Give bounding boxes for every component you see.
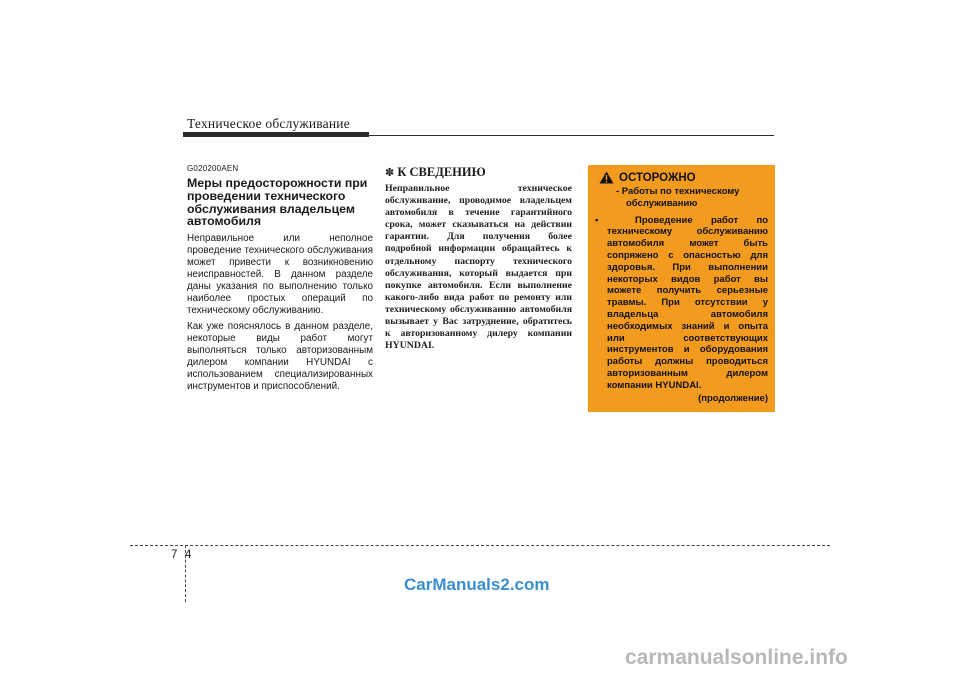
page-number-value: 4 (185, 549, 192, 561)
page-number (171, 549, 199, 561)
maintenance-section (187, 164, 373, 393)
section-heading: Меры предосторожности при проведении технического обслуживания владельцем автомобиля (187, 176, 368, 229)
section-paragraph-1: Неправильное или неполное проведение технического обслуживания может привести к возникновению неисправностей. В данном разделе даны указания по выполнению только наиболее простых операций по техническому обслуживанию. (187, 233, 373, 317)
page-header-title: Техническое обслуживание (187, 116, 350, 131)
chapter-number: 7 (171, 549, 178, 561)
notice-title (385, 165, 572, 180)
watermark-carmanualsonline: carmanualsonline.info (625, 646, 848, 669)
section-paragraph-2: Как уже пояснялось в данном разделе, некоторые виды работ могут выполняться только авторизованным дилером компании HYUNDAI с использованием специализированных инструментов и приспособлений. (187, 321, 373, 393)
warning-item-text: Проведение работ по техническому обслуживанию автомобиля может быть сопряжено с опасностью для здоровья. При выполнении некоторых видов работ вы можете получить серьезные травмы. При отсутствии у владельца автомобиля необходимых знаний и опыта или соответствующих инструментов и оборудования работы должны проводиться авторизованным дилером компании HYUNDAI. (607, 214, 768, 391)
warning-triangle-icon (599, 171, 614, 184)
bullet-icon: • (595, 214, 599, 226)
footer-rule (130, 545, 830, 546)
notice-body: Неправильное техническое обслуживание, проводимое владельцем автомобиля в течение гарантийного срока, может сказываться на действии гарантии. Для получения более подробной информации обращайтесь к отдельному паспорту технического обслуживания, который выдается при покупке автомобиля. Если выполнение какого-либо вида работ по ремонту или техническому обслуживанию автомобиля вызывает у Вас затруднение, обратитесь к авторизованному дилеру компании HYUNDAI. (385, 183, 572, 352)
warning-header (599, 171, 768, 184)
warning-subtitle: - Работы по техническому обслуживанию (616, 186, 740, 209)
warning-title: ОСТОРОЖНО (619, 171, 696, 184)
notice-star-icon: ✽ (385, 166, 395, 179)
warning-box (588, 165, 775, 412)
warning-item (595, 215, 768, 392)
section-code: G020200AEN (187, 164, 239, 173)
warning-continued: (продолжение) (698, 392, 768, 404)
header-rule-thin (183, 135, 774, 136)
notice-block (385, 165, 572, 352)
watermark-carmanuals2: CarManuals2.com (404, 575, 550, 594)
notice-title-text: К СВЕДЕНИЮ (397, 165, 486, 179)
